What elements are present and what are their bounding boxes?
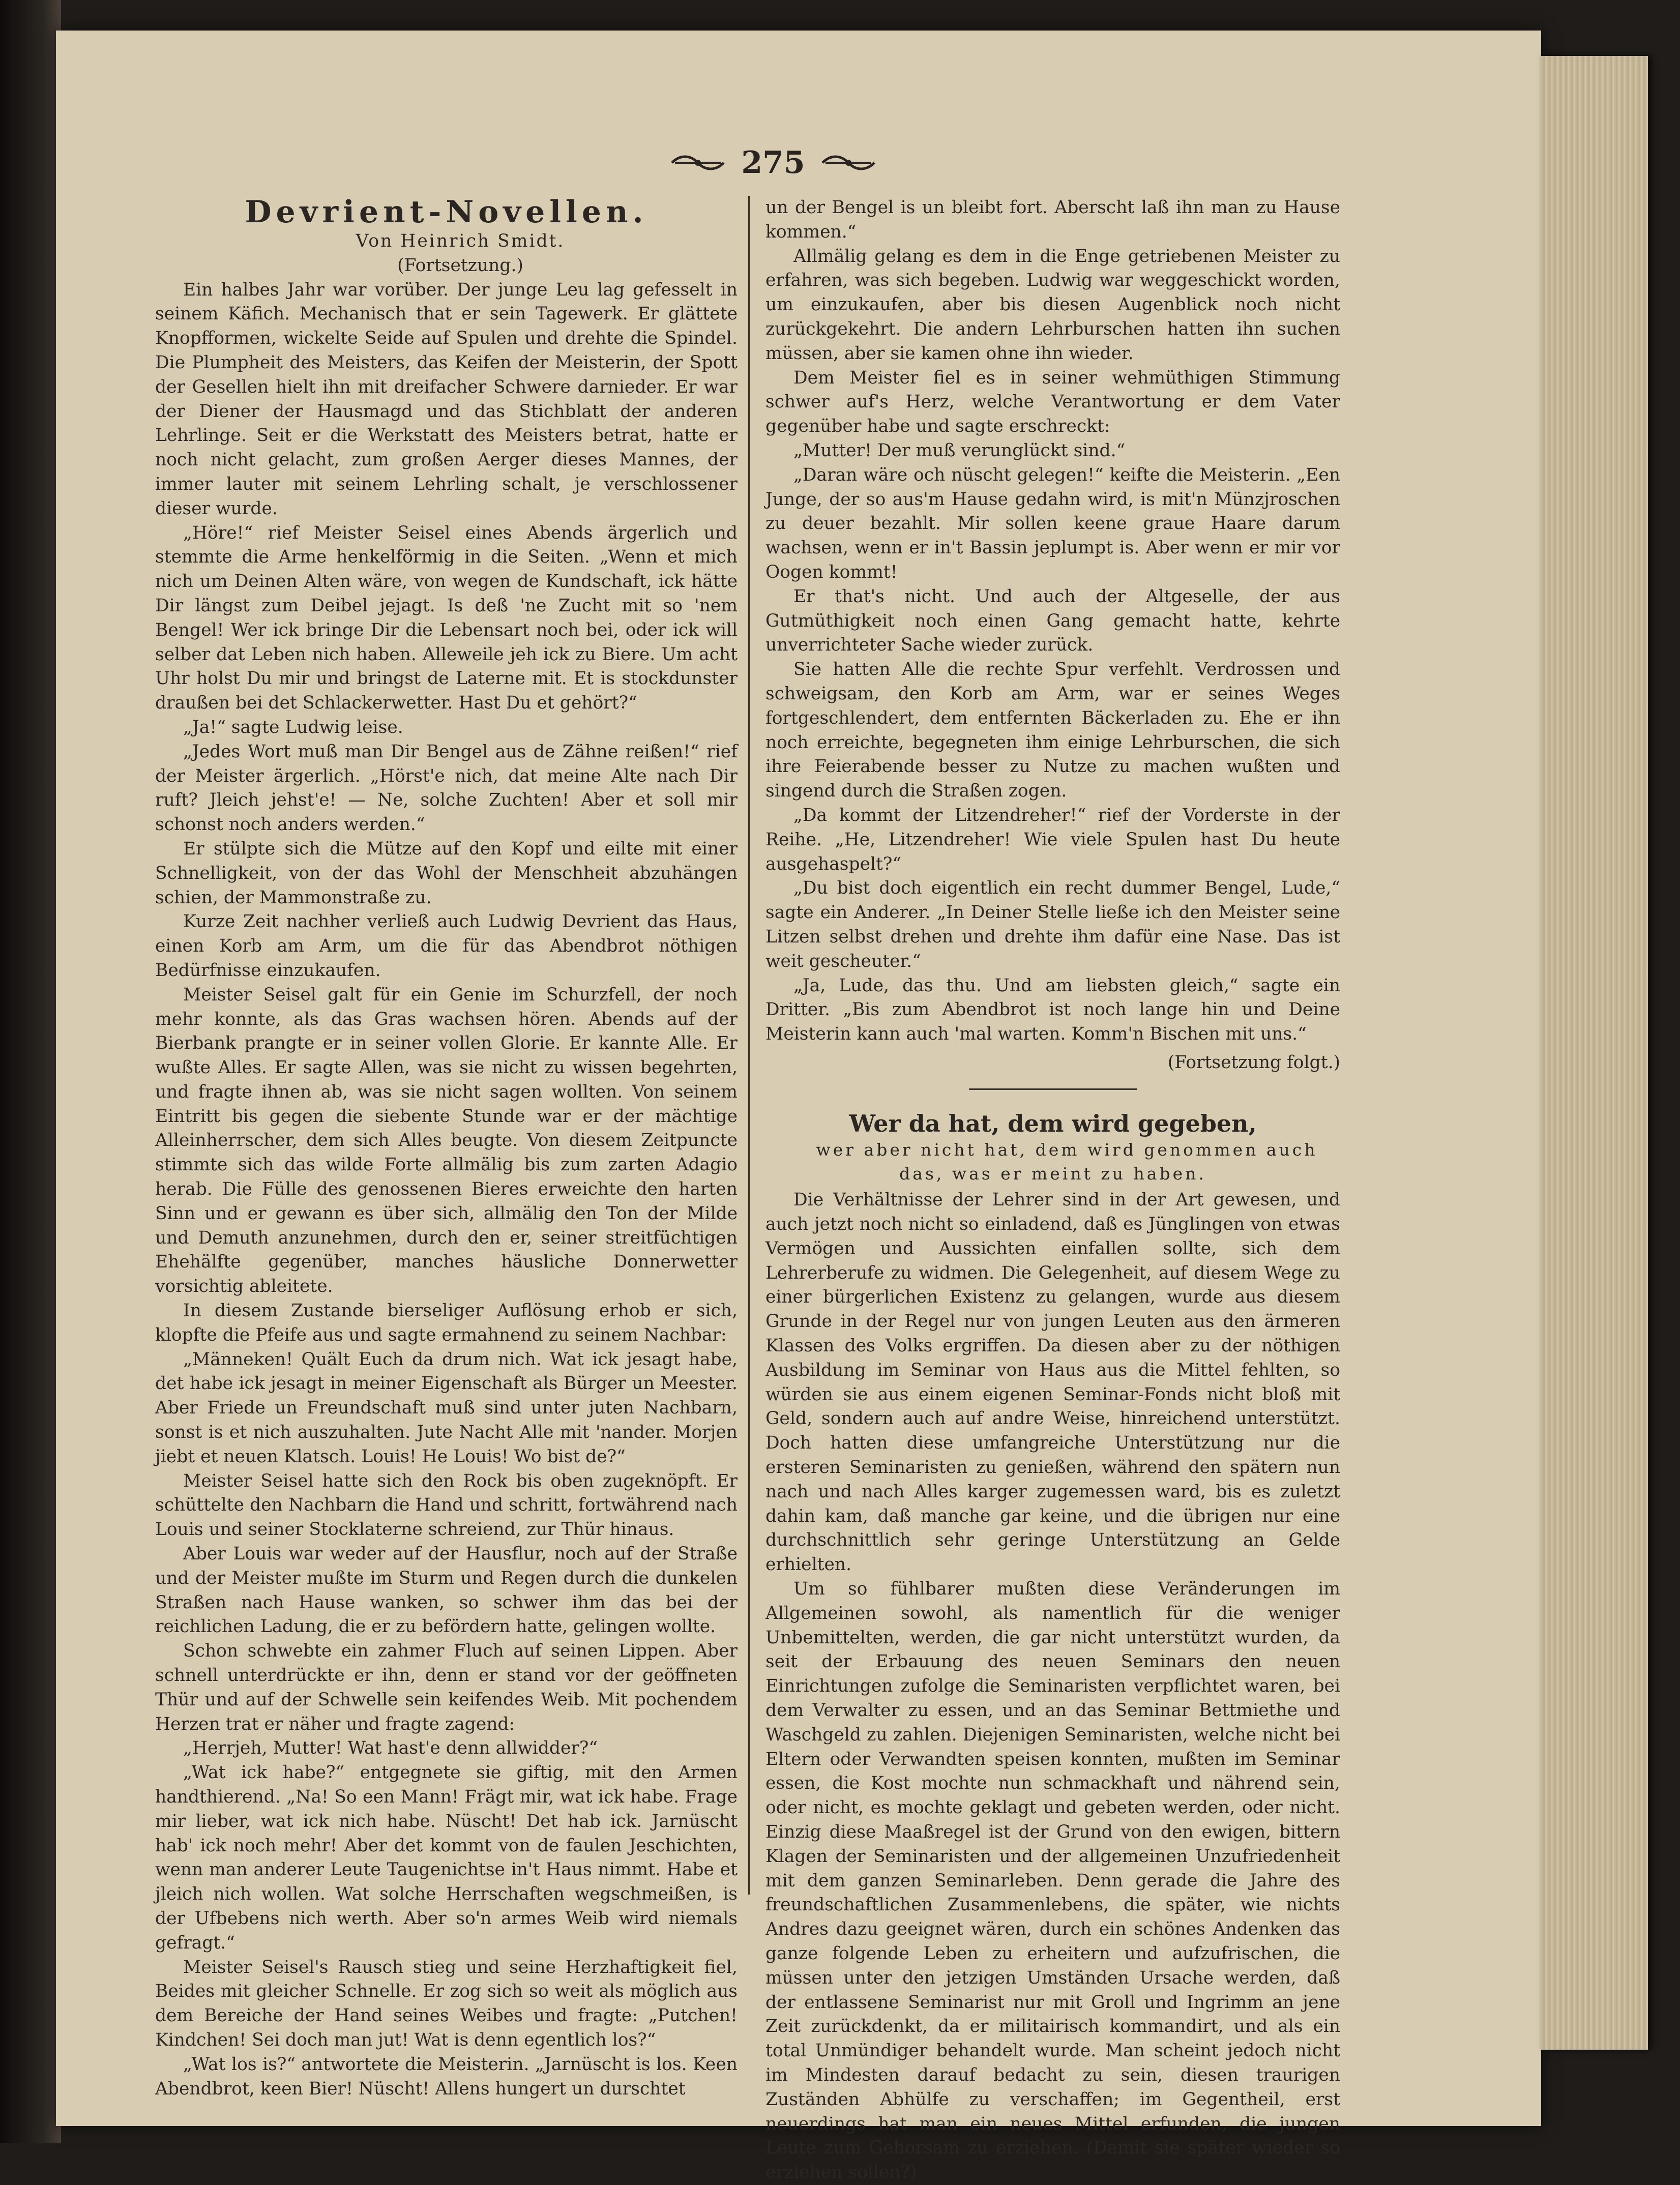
- paragraph: Er that's nicht. Und auch der Altgeselle, der aus Gutmüthigkeit noch einen Gang gemacht hatte, kehrte unverrichteter Sache wieder zurück.: [765, 586, 1340, 656]
- paragraph: In diesem Zustande bierseliger Auflösung erhob er sich, klopfte die Pfeife aus und sagte ermahnend zu seinem Nachbar:: [155, 1301, 738, 1345]
- article-title: Devrient-Novellen.: [245, 194, 648, 230]
- paragraph: „Jedes Wort muß man Dir Bengel aus de Zähne reißen!“ rief der Meister ärgerlich. „Hörst'e nich, dat meine Alte nach Dir ruft? Jleich jehst'e! — Ne, solche Zuchten! Aber et soll mir schonst noch anders werden.“: [155, 741, 738, 835]
- page-number: 275: [741, 145, 805, 181]
- paragraph: „Ja, Lude, das thu. Und am liebsten gleich,“ sagte ein Dritter. „Bis zum Abendbrot ist noch lange hin und Deine Meisterin kann auch 'mal warten. Komm'n Bischen mit uns.“: [765, 975, 1340, 1045]
- paragraph: Er stülpte sich die Mütze auf den Kopf und eilte mit einer Schnelligkeit, von der das Wohl der Menschheit abzuhängen schien, der Mammonstraße zu.: [155, 838, 738, 908]
- continuation-note: (Fortsetzung.): [397, 255, 523, 276]
- article-title: Wer da hat, dem wird gegeben,: [849, 1109, 1257, 1137]
- paragraph: Meister Seisel hatte sich den Rock bis oben zugeknöpft. Er schüttelte den Nachbarn die Hand und schritt, fortwährend nach Louis und seiner Stocklaterne schreiend, zur Thür hinaus.: [155, 1470, 738, 1540]
- section-separator: [969, 1088, 1137, 1090]
- article-author: Von Heinrich Smidt.: [356, 231, 565, 251]
- page-header: [631, 137, 916, 188]
- paragraph: Kurze Zeit nachher verließ auch Ludwig Devrient das Haus, einen Korb am Arm, um die für das Abendbrot nöthigen Bedürfnisse einzukaufen.: [155, 911, 738, 981]
- paragraph: „Daran wäre och nüscht gelegen!“ keifte die Meisterin. „Een Junge, der so aus'm Hause gedahn wird, is mit'n Münzjroschen zu deuer bezahlt. Mir sollen keene graue Haare darum wachsen, wenn er in't Bassin jeplumpt is. Aber wenn er mir vor Oogen kommt!: [765, 464, 1340, 582]
- continuation-notice: (Fortsetzung folgt.): [1167, 1052, 1340, 1073]
- paragraph: „Ja!“ sagte Ludwig leise.: [183, 717, 403, 737]
- paragraph: Ein halbes Jahr war vorüber. Der junge Leu lag gefesselt in seinem Käfich. Mechanisch that er sein Tagewerk. Er glättete Knopfformen, wickelte Seide auf Spulen und drehte die Spindel. Die Plumpheit des Meisters, das Keifen der Meisterin, der Spott der Gesellen hielt ihn mit dreifacher Schwere darnieder. Er war der Diener der Hausmagd und das Stichblatt der anderen Lehrlinge. Seit er die Werkstatt des Meisters betrat, hatte er noch nicht gelacht, zum großen Aerger dieses Mannes, der immer lauter mit seinem Lehrling schalt, je verschlossener dieser wurde.: [155, 279, 738, 519]
- paragraph: „Du bist doch eigentlich ein recht dummer Bengel, Lude,“ sagte ein Anderer. „In Deiner Stelle ließe ich den Meister seine Litzen selbst drehen und drehte ihm dafür eine Nase. Das ist weit gescheuter.“: [765, 878, 1340, 971]
- paragraph: „Da kommt der Litzendreher!“ rief der Vorderste in der Reihe. „He, Litzendreher! Wie viele Spulen hast Du heute ausgehaspelt?“: [765, 805, 1340, 874]
- paragraph: „Männeken! Quält Euch da drum nich. Wat ick jesagt habe, det habe ick jesagt in meiner Eigenschaft als Bürger un Meester. Aber Friede un Freundschaft muß sind unter juten Nachbarn, sonst is et nich auszuhalten. Jute Nacht Alle mit 'nander. Morjen jiebt et neuen Klatsch. Louis! He Louis! Wo bist de?“: [155, 1349, 738, 1467]
- right-column: [765, 196, 1340, 2185]
- paragraph: „Wat los is?“ antwortete die Meisterin. „Jarnüscht is los. Keen Abendbrot, keen Bier! Nüscht! Allens hungert un durschtet: [155, 2054, 738, 2099]
- paragraph: „Wat ick habe?“ entgegnete sie giftig, mit den Armen handthierend. „Na! So een Mann! Frägt mir, wat ick habe. Frage mir lieber, wat ick nich habe. Nüscht! Det hab ick. Jarnüscht hab' ick noch mehr! Aber det kommt von de faulen Jeschichten, wenn man anderer Leute Taugenichtse in't Haus nimmt. Habe et jleich nich wollen. Wat solche Herrschaften wegschmeißen, is der Ufbebens nich werth. Aber so'n armes Weib wird niemals gefragt.“: [155, 1762, 738, 1953]
- ornament-right-icon: [820, 153, 876, 173]
- paragraph: Schon schwebte ein zahmer Fluch auf seinen Lippen. Aber schnell unterdrückte er ihn, denn er stand vor der geöffneten Thür und auf der Schwelle sein keifendes Weib. Mit pochendem Herzen trat er näher und fragte zagend:: [155, 1641, 738, 1734]
- paragraph: „Herrjeh, Mutter! Wat hast'e denn allwidder?“: [183, 1738, 598, 1759]
- paragraph: „Höre!“ rief Meister Seisel eines Abends ärgerlich und stemmte die Arme henkelförmig in die Seiten. „Wenn et mich nich um Deinen Alten wäre, von wegen de Kundschaft, ick hätte Dir längst zum Deibel jejagt. Is deß 'ne Zucht mit so 'nem Bengel! Wer ick bringe Dir die Lebensart noch bei, oder ick will selber dat Leben nich haben. Alleweile jeh ick zu Biere. Um acht Uhr holst Du mir und bringst de Laterne mit. Et is stockdunster draußen bei det Schlackerwetter. Hast Du et gehört?“: [155, 522, 738, 714]
- paragraph: Meister Seisel's Rausch stieg und seine Herzhaftigkeit fiel, Beides mit gleicher Schnelle. Er zog sich so weit als möglich aus dem Bereiche der Hand seines Weibes und fragte: „Putchen! Kindchen! Sei doch man jut! Wat is denn egentlich los?“: [155, 1957, 738, 2050]
- paragraph: Dem Meister fiel es in seiner wehmüthigen Stimmung schwer auf's Herz, welche Verantwortung er dem Vater gegenüber habe und sagte erschreckt:: [765, 367, 1340, 437]
- paragraph: Allmälig gelang es dem in die Enge getriebenen Meister zu erfahren, was sich begeben. Ludwig war weggeschickt worden, um einzukaufen, aber bis diesen Augenblick noch nicht zurückgekehrt. Die andern Lehrburschen hatten ihn suchen müssen, aber sie kamen ohne ihn wieder.: [765, 246, 1340, 364]
- left-column: [155, 196, 738, 2101]
- page-edges: [1541, 56, 1648, 2050]
- paragraph: „Mutter! Der muß verunglückt sind.“: [793, 440, 1126, 461]
- ornament-left-icon: [670, 153, 726, 173]
- paragraph: Aber Louis war weder auf der Hausflur, noch auf der Straße und der Meister mußte im Sturm und Regen durch die dunkelen Straßen nach Hause wanken, so schwer ihm das bei der reichlichen Ladung, die er zu befördern hatte, gelingen wollte.: [155, 1544, 738, 1637]
- paragraph: Sie hatten Alle die rechte Spur verfehlt. Verdrossen und schweigsam, den Korb am Arm, war er seines Weges fortgeschlendert, dem entfernten Bäckerladen zu. Ehe er ihn noch erreichte, begegneten ihm einige Lehrburschen, die sich ihre Feierabende besser zu Nutze zu machen wußten und singend durch die Straßen zogen.: [765, 659, 1340, 802]
- paragraph: Die Verhältnisse der Lehrer sind in der Art gewesen, und auch jetzt noch nicht so einladend, daß es Jünglingen von etwas Vermögen und Aussichten einfallen sollte, sich dem Lehrerberufe zu widmen. Die Gelegenheit, auf diesem Wege zu einer bürgerlichen Existenz zu gelangen, wurde aus diesem Grunde in der Regel nur von jungen Leuten aus den ärmeren Klassen des Volks ergriffen. Da diesen aber zu der nöthigen Ausbildung im Seminar von Haus aus die Mittel fehlten, so würden sie aus einem eigenen Seminar-Fonds nicht bloß mit Geld, sondern auch auf andre Weise, hinreichend unterstützt. Doch hatten diese umfangreiche Unterstützung nur die ersteren Seminaristen zu genießen, während den spätern nun nach und nach Alles karger zugemessen ward, bis es zuletzt dahin kam, daß manche gar keine, und die übrigen nur eine durchschnittlich sehr geringe Unterstützung an Gelde erhielten.: [765, 1190, 1340, 1575]
- column-rule: [748, 196, 750, 1895]
- paragraph: Um so fühlbarer mußten diese Veränderungen im Allgemeinen sowohl, als namentlich für die weniger Unbemittelten, werden, die gar nicht unterstützt wurden, da seit der Erbauung des neuen Seminars den neuen Einrichtungen zufolge die Seminaristen verpflichtet waren, bei dem Verwalter zu essen, und an das Seminar Bettmiethe und Waschgeld zu zahlen. Diejenigen Seminaristen, welche nicht bei Eltern oder Verwandten speisen konnten, mußten im Seminar essen, die Kost mochte nun schmackhaft und nährend sein, oder nicht, es mochte geklagt und gebeten werden, oder nicht. Einzig diese Maaßregel ist der Grund von den ewigen, bittern Klagen der Seminaristen und der allgemeinen Unzufriedenheit mit dem ganzen Seminarleben. Denn gerade die Jahre des freundschaftlichen Zusammenlebens, die später, wie nichts Andres dazu geeignet wären, durch ein schönes Andenken das ganze folgende Leben zu erheitern und aufzufrischen, die müssen unter den jetzigen Umständen Ursache werden, daß der entlassene Seminarist nur mit Groll und Ingrimm an jene Zeit zurückdenkt, da er militairisch kommandirt, und als ein total Unmündiger behandelt wurde. Man scheint jedoch nicht im Mindesten darauf bedacht zu sein, diesen traurigen Zuständen Abhülfe zu verschaffen; im Gegentheil, erst neuerdings hat man ein neues Mittel erfunden, die jungen Leute zum Gehorsam zu erziehen. (Damit sie später wieder so erziehen sollen?): [765, 1579, 1340, 2183]
- paragraph: Meister Seisel galt für ein Genie im Schurzfell, der noch mehr konnte, als das Gras wachsen hören. Abends auf der Bierbank prangte er in seiner vollen Glorie. Er kannte Alle. Er wußte Alles. Er sagte Allen, was sie nicht zu wissen begehrten, und fragte ihnen ab, was sie nicht sagen wollten. Von seinem Eintritt bis gegen die siebente Stunde war er der mächtige Alleinherrscher, dem sich Alles beugte. Von diesem Zeitpuncte stimmte sich das wilde Forte allmälig bis zum zarten Adagio herab. Die Fülle des genossenen Bieres erweichte den harten Sinn und er gewann es über sich, allmälig den Ton der Milde und Demuth anzunehmen, durch den er, seiner streitfüchtigen Ehehälfte gegenüber, manches häusliche Donnerwetter vorsichtig ableitete.: [155, 984, 738, 1297]
- book-binding: [0, 0, 61, 2143]
- paragraph: un der Bengel is un bleibt fort. Aberscht laß ihn man zu Hause kommen.“: [765, 197, 1340, 242]
- article-subtitle: wer aber nicht hat, dem wird genommen auch das, was er meint zu haben.: [816, 1139, 1318, 1184]
